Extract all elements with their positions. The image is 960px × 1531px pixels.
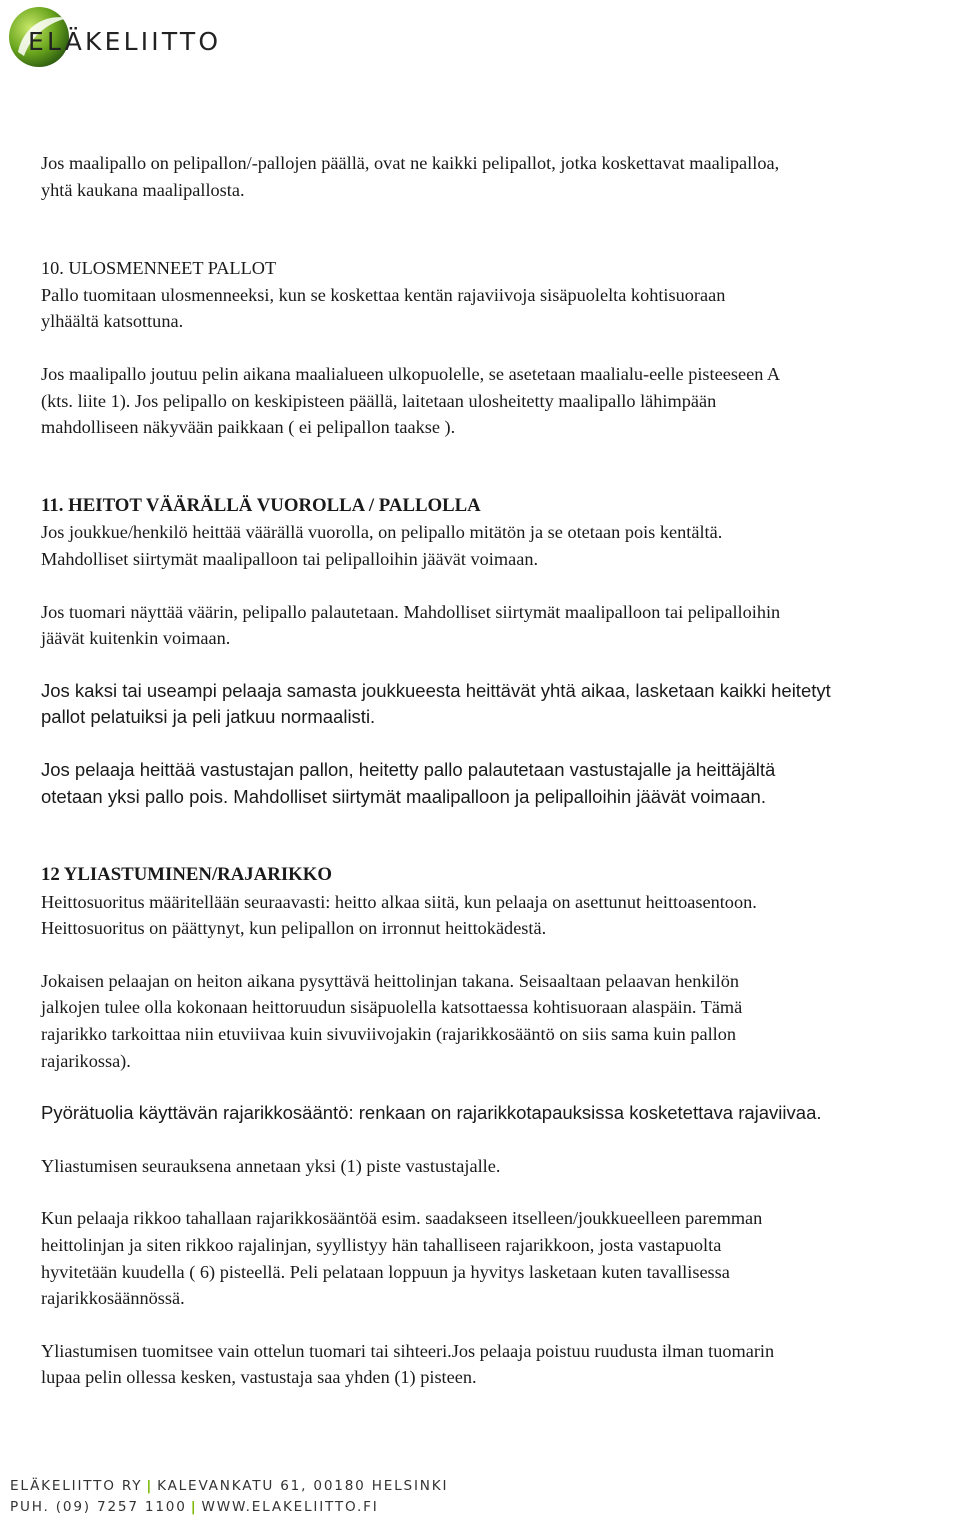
text-line: Jos maalipallo on pelipallon/-pallojen päällä, ovat ne kaikki pelipallot, jotka koskettavat maalipalloa, <box>41 153 780 173</box>
text-line: jalkojen tulee olla kokonaan heittoruudun sisäpuolella katsottaessa kohtisuoraan alaspäin. Tämä <box>41 997 743 1018</box>
text-line: Jos maalipallo joutuu pelin aikana maalialueen ulkopuolelle, se asetetaan maalialu-eelle pisteeseen A <box>41 363 781 384</box>
section-12-heading: 12 YLIASTUMINEN/RAJARIKKO <box>41 864 332 886</box>
paragraph <box>41 757 960 810</box>
footer-address: KALEVANKATU 61, 00180 HELSINKI <box>157 1478 449 1494</box>
footer <box>10 1476 448 1518</box>
text-line: yhtä kaukana maalipallosta. <box>41 179 245 200</box>
text-line: ylhäältä katsottuna. <box>41 311 184 332</box>
footer-line-2 <box>10 1497 448 1518</box>
logo <box>0 0 300 70</box>
logo-text: ELÄKELIITTO <box>28 27 222 56</box>
text-line: Heittosuoritus määritellään seuraavasti: heitto alkaa siitä, kun pelaaja on asettunut heittoasentoon. <box>41 891 757 912</box>
text-line: Mahdolliset siirtymät maalipalloon tai pelipalloihin jäävät voimaan. <box>41 548 539 569</box>
text-line: otetaan yksi pallo pois. Mahdolliset siirtymät maalipalloon ja pelipalloihin jäävät voimaan. <box>41 785 766 807</box>
footer-line-1 <box>10 1476 448 1497</box>
text-line: Kun pelaaja rikkoo tahallaan rajarikkosääntöä esim. saadakseen itselleen/joukkueelleen paremman <box>41 1208 763 1229</box>
text-line: rajarikko tarkoittaa niin etuviivaa kuin sivuviivojakin (rajarikkosääntö on siis sama kuin pallon <box>41 1024 737 1045</box>
text-line: Jokaisen pelaajan on heiton aikana pysyttävä heittolinjan takana. Seisaaltaan pelaavan henkilön <box>41 970 739 991</box>
text-line: hyvitetään kuudella ( 6) pisteellä. Peli pelataan loppuun ja hyvitys lasketaan kuten tavallisessa <box>41 1261 730 1282</box>
text-line: pallot pelatuiksi ja peli jatkuu normaalisti. <box>41 706 376 728</box>
paragraph: Yliastumisen seurauksena annetaan yksi (1) piste vastustajalle. <box>41 1155 501 1176</box>
text-line: Jos kaksi tai useampi pelaaja samasta joukkueesta heittävät yhtä aikaa, lasketaan kaikki heitetyt <box>41 679 831 701</box>
section-10-heading: 10. ULOSMENNEET PALLOT <box>41 258 277 279</box>
text-line: rajarikkosäännössä. <box>41 1288 185 1309</box>
text-line: Heittosuoritus on päättynyt, kun pelipallon on irronnut heittokädestä. <box>41 918 547 939</box>
text-line: jäävät kuitenkin voimaan. <box>41 628 231 649</box>
text-line: Jos tuomari näyttää väärin, pelipallo palautetaan. Mahdolliset siirtymät maalipalloon tai pelipalloihin <box>41 601 781 622</box>
paragraph <box>41 678 960 731</box>
text-line: rajarikossa). <box>41 1050 131 1071</box>
text-line: Yliastumisen tuomitsee vain ottelun tuomari tai sihteeri.Jos pelaaja poistuu ruudusta ilman tuomarin <box>41 1340 775 1361</box>
paragraph <box>41 1338 960 1391</box>
text-line: Pallo tuomitaan ulosmenneeksi, kun se koskettaa kentän rajaviivoja sisäpuolelta kohtisuoraan <box>41 284 726 305</box>
text-line: Jos joukkue/henkilö heittää väärällä vuorolla, on pelipallo mitätön ja se otetaan pois kentältä. <box>41 522 723 543</box>
paragraph <box>41 1205 960 1311</box>
footer-phone: PUH. (09) 7257 1100 <box>10 1499 187 1515</box>
paragraph <box>41 282 960 335</box>
footer-web: WWW.ELAKELIITTO.FI <box>201 1499 379 1515</box>
footer-org: ELÄKELIITTO RY <box>10 1478 143 1494</box>
paragraph: Pyörätuolia käyttävän rajarikkosääntö: renkaan on rajarikkotapauksissa kosketettava rajaviivaa. <box>41 1102 822 1124</box>
paragraph <box>41 889 960 942</box>
text-line: (kts. liite 1). Jos pelipallo on keskipisteen päällä, laitetaan ulosheitetty maalipallo lähimpään <box>41 390 717 411</box>
section-11-heading: 11. HEITOT VÄÄRÄLLÄ VUOROLLA / PALLOLLA <box>41 494 481 516</box>
paragraph <box>41 968 960 1074</box>
text-line: lupaa pelin ollessa kesken, vastustaja saa yhden (1) pisteen. <box>41 1367 477 1388</box>
text-line: heittolinjan ja siten rikkoo rajalinjan, syyllistyy hän tahalliseen rajarikkoon, josta vastapuolta <box>41 1235 722 1256</box>
text-line: Jos pelaaja heittää vastustajan pallon, heitetty pallo palautetaan vastustajalle ja heittäjältä <box>41 758 776 780</box>
text-line: mahdolliseen näkyvään paikkaan ( ei pelipallon taakse ). <box>41 417 456 438</box>
footer-separator: | <box>146 1478 154 1494</box>
document-body <box>41 150 960 1391</box>
paragraph <box>41 519 960 572</box>
paragraph <box>41 599 960 652</box>
paragraph <box>41 361 960 441</box>
paragraph <box>41 150 960 203</box>
footer-separator: | <box>190 1499 198 1515</box>
